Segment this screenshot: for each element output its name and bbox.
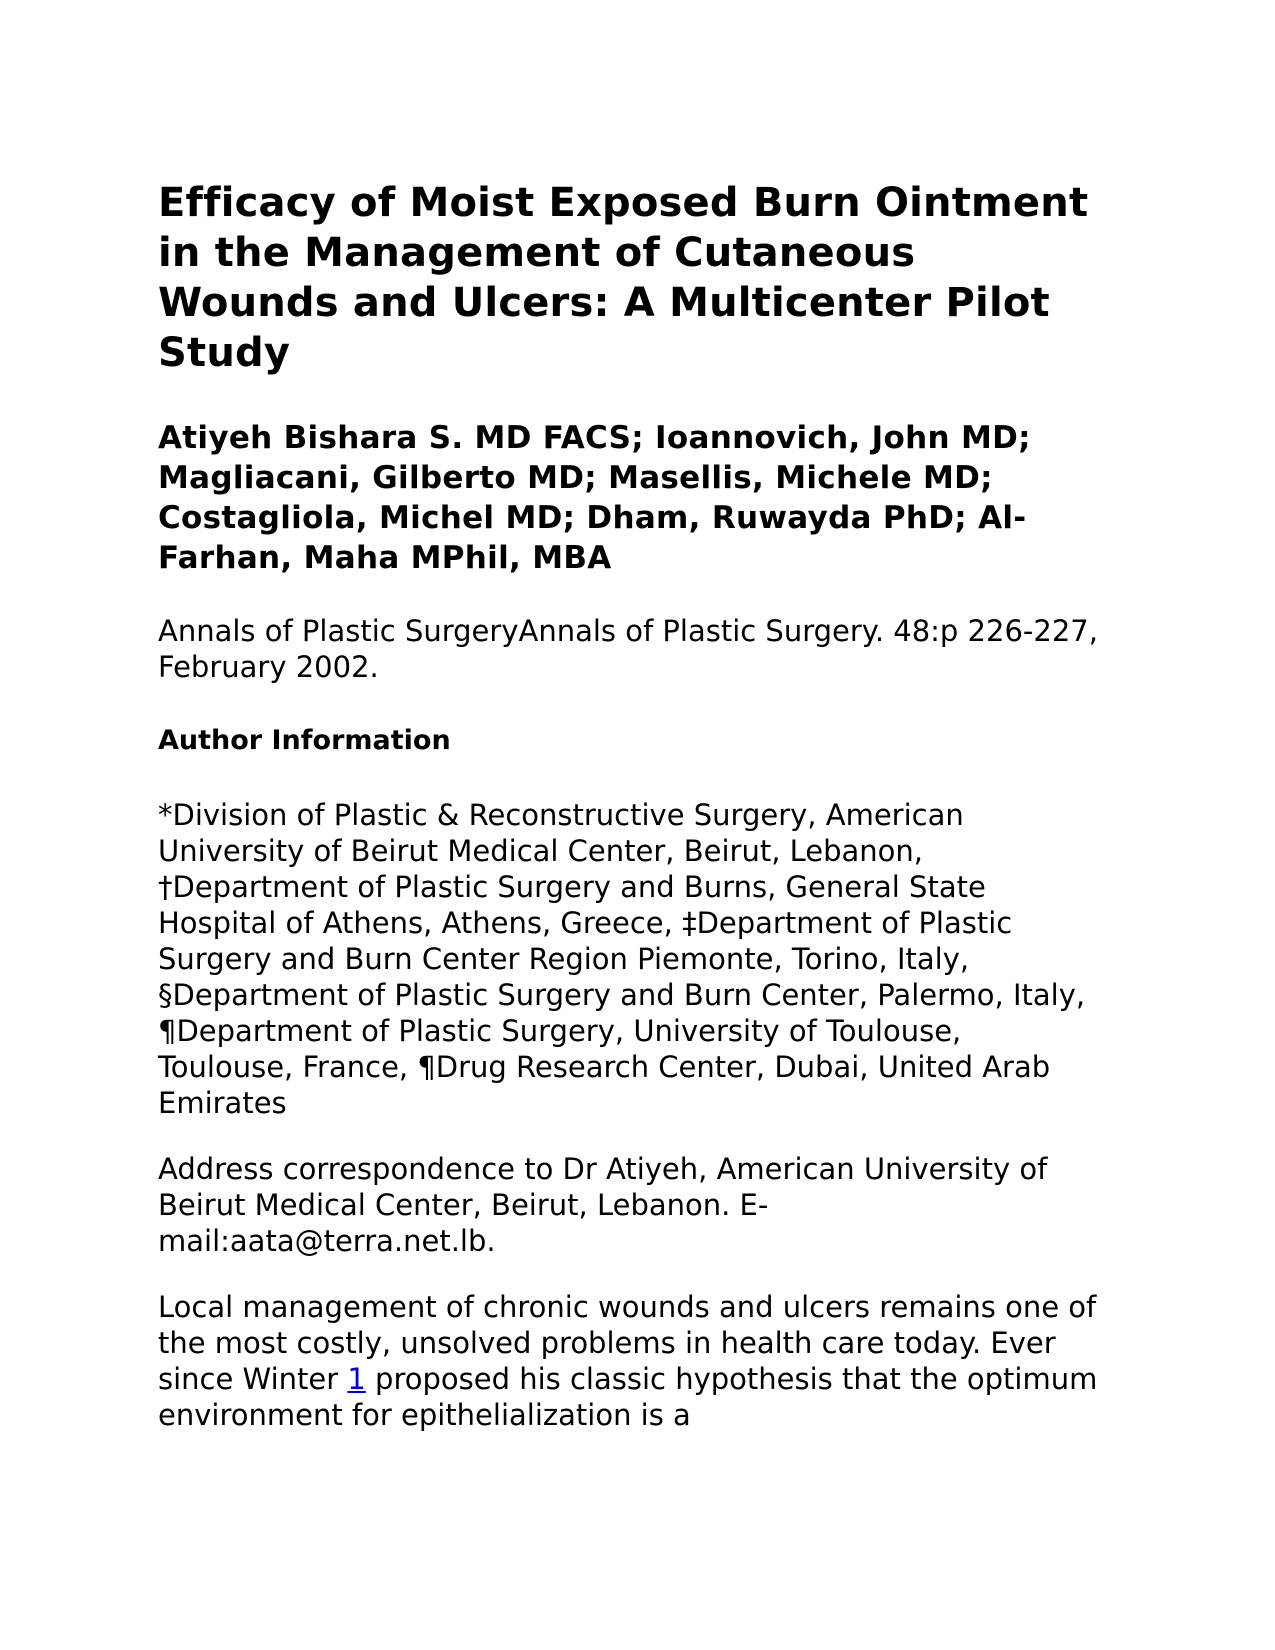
intro-text-end: proposed his classic hypothesis that the optimum environment for epithelialization is a	[158, 1362, 1098, 1432]
article-title: Efficacy of Moist Exposed Burn Ointment in the Management of Cutaneous Wounds and Ulcers: A Multicenter Pilot Study	[158, 180, 1089, 376]
intro-text-start: Local management of chronic wounds and ulcers remains one of the most costly, unsolved problems in health care today. Ever since Winter	[158, 1290, 1097, 1396]
author-information-heading: Author Information	[158, 725, 451, 756]
author-list: Atiyeh Bishara S. MD FACS; Ioannovich, John MD; Magliacani, Gilberto MD; Masellis, Michele MD; Costagliola, Michel MD; Dham, Ruwayda PhD; Al-Farhan, Maha MPhil, MBA	[158, 420, 1031, 576]
correspondence-address: Address correspondence to Dr Atiyeh, American University of Beirut Medical Center, Beirut, Lebanon. E-mail:aata@terra.net.lb.	[158, 1152, 1048, 1258]
article-page	[158, 178, 1098, 1433]
author-affiliations: *Division of Plastic & Reconstructive Surgery, American University of Beirut Medical Center, Beirut, Lebanon, †Department of Plastic Surgery and Burns, General State Hospital of Athens, Athens, Greece, ‡Department of Plastic Surgery and Burn Center Region Piemonte, Torino, Italy, §Department of Plastic Surgery and Burn Center, Palermo, Italy, ¶Department of Plastic Surgery, University of Toulouse, Toulouse, France, ¶Drug Research Center, Dubai, United Arab Emirates	[158, 798, 1086, 1120]
reference-link-1[interactable]: 1	[347, 1362, 366, 1396]
journal-citation: Annals of Plastic SurgeryAnnals of Plastic Surgery. 48:p 226-227, February 2002.	[158, 614, 1098, 684]
intro-paragraph	[158, 1289, 1098, 1433]
